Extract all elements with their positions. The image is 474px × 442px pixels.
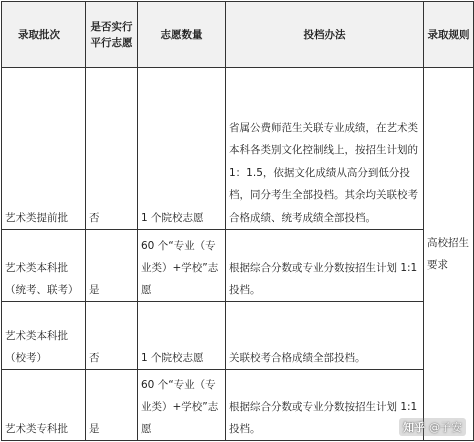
row-batch: 艺术类本科批（校考） [2, 302, 86, 370]
header-method: 投档办法 [226, 2, 424, 68]
table-row [2, 230, 474, 302]
row-batch: 艺术类专科批 [2, 370, 86, 441]
row-count: 1 个院校志愿 [138, 68, 226, 230]
table-row [2, 68, 474, 230]
row-count: 1 个院校志愿 [138, 302, 226, 370]
row-batch: 艺术类提前批 [2, 68, 86, 230]
header-batch: 录取批次 [2, 2, 86, 68]
row-parallel: 是 [86, 230, 138, 302]
header-rule: 录取规则 [424, 2, 474, 68]
header-parallel: 是否实行平行志愿 [86, 2, 138, 68]
row-count: 60 个“专业（专业类）+学校”志愿 [138, 370, 226, 441]
watermark-author: @子安 [429, 421, 462, 434]
admission-table [1, 1, 474, 441]
row-method: 省属公费师范生关联专业成绩，在艺术类本科各类别文化控制线上，按招生计划的 1：1.5，依据文化成绩从高分到低分投档，同分考生全部投档。其余均关联校考合格成绩、统考成绩全部投档。 [226, 68, 424, 230]
row-parallel: 是 [86, 370, 138, 441]
row-method: 根据综合分数或专业分数按招生计划 1:1 投档。 [226, 230, 424, 302]
watermark-logo: 知乎 [403, 421, 425, 434]
row-parallel: 否 [86, 302, 138, 370]
row-count: 60 个“专业（专业类）+学校”志愿 [138, 230, 226, 302]
row-parallel: 否 [86, 68, 138, 230]
header-row [2, 2, 474, 68]
table-row [2, 302, 474, 370]
row-method: 关联校考合格成绩全部投档。 [226, 302, 424, 370]
watermark [399, 418, 466, 436]
header-count: 志愿数量 [138, 2, 226, 68]
row-batch: 艺术类本科批（统考、联考） [2, 230, 86, 302]
row-method: 根据综合分数或专业分数按招生计划 1:1 投档。 [226, 370, 424, 441]
row-rule: 高校招生要求 [424, 68, 474, 441]
